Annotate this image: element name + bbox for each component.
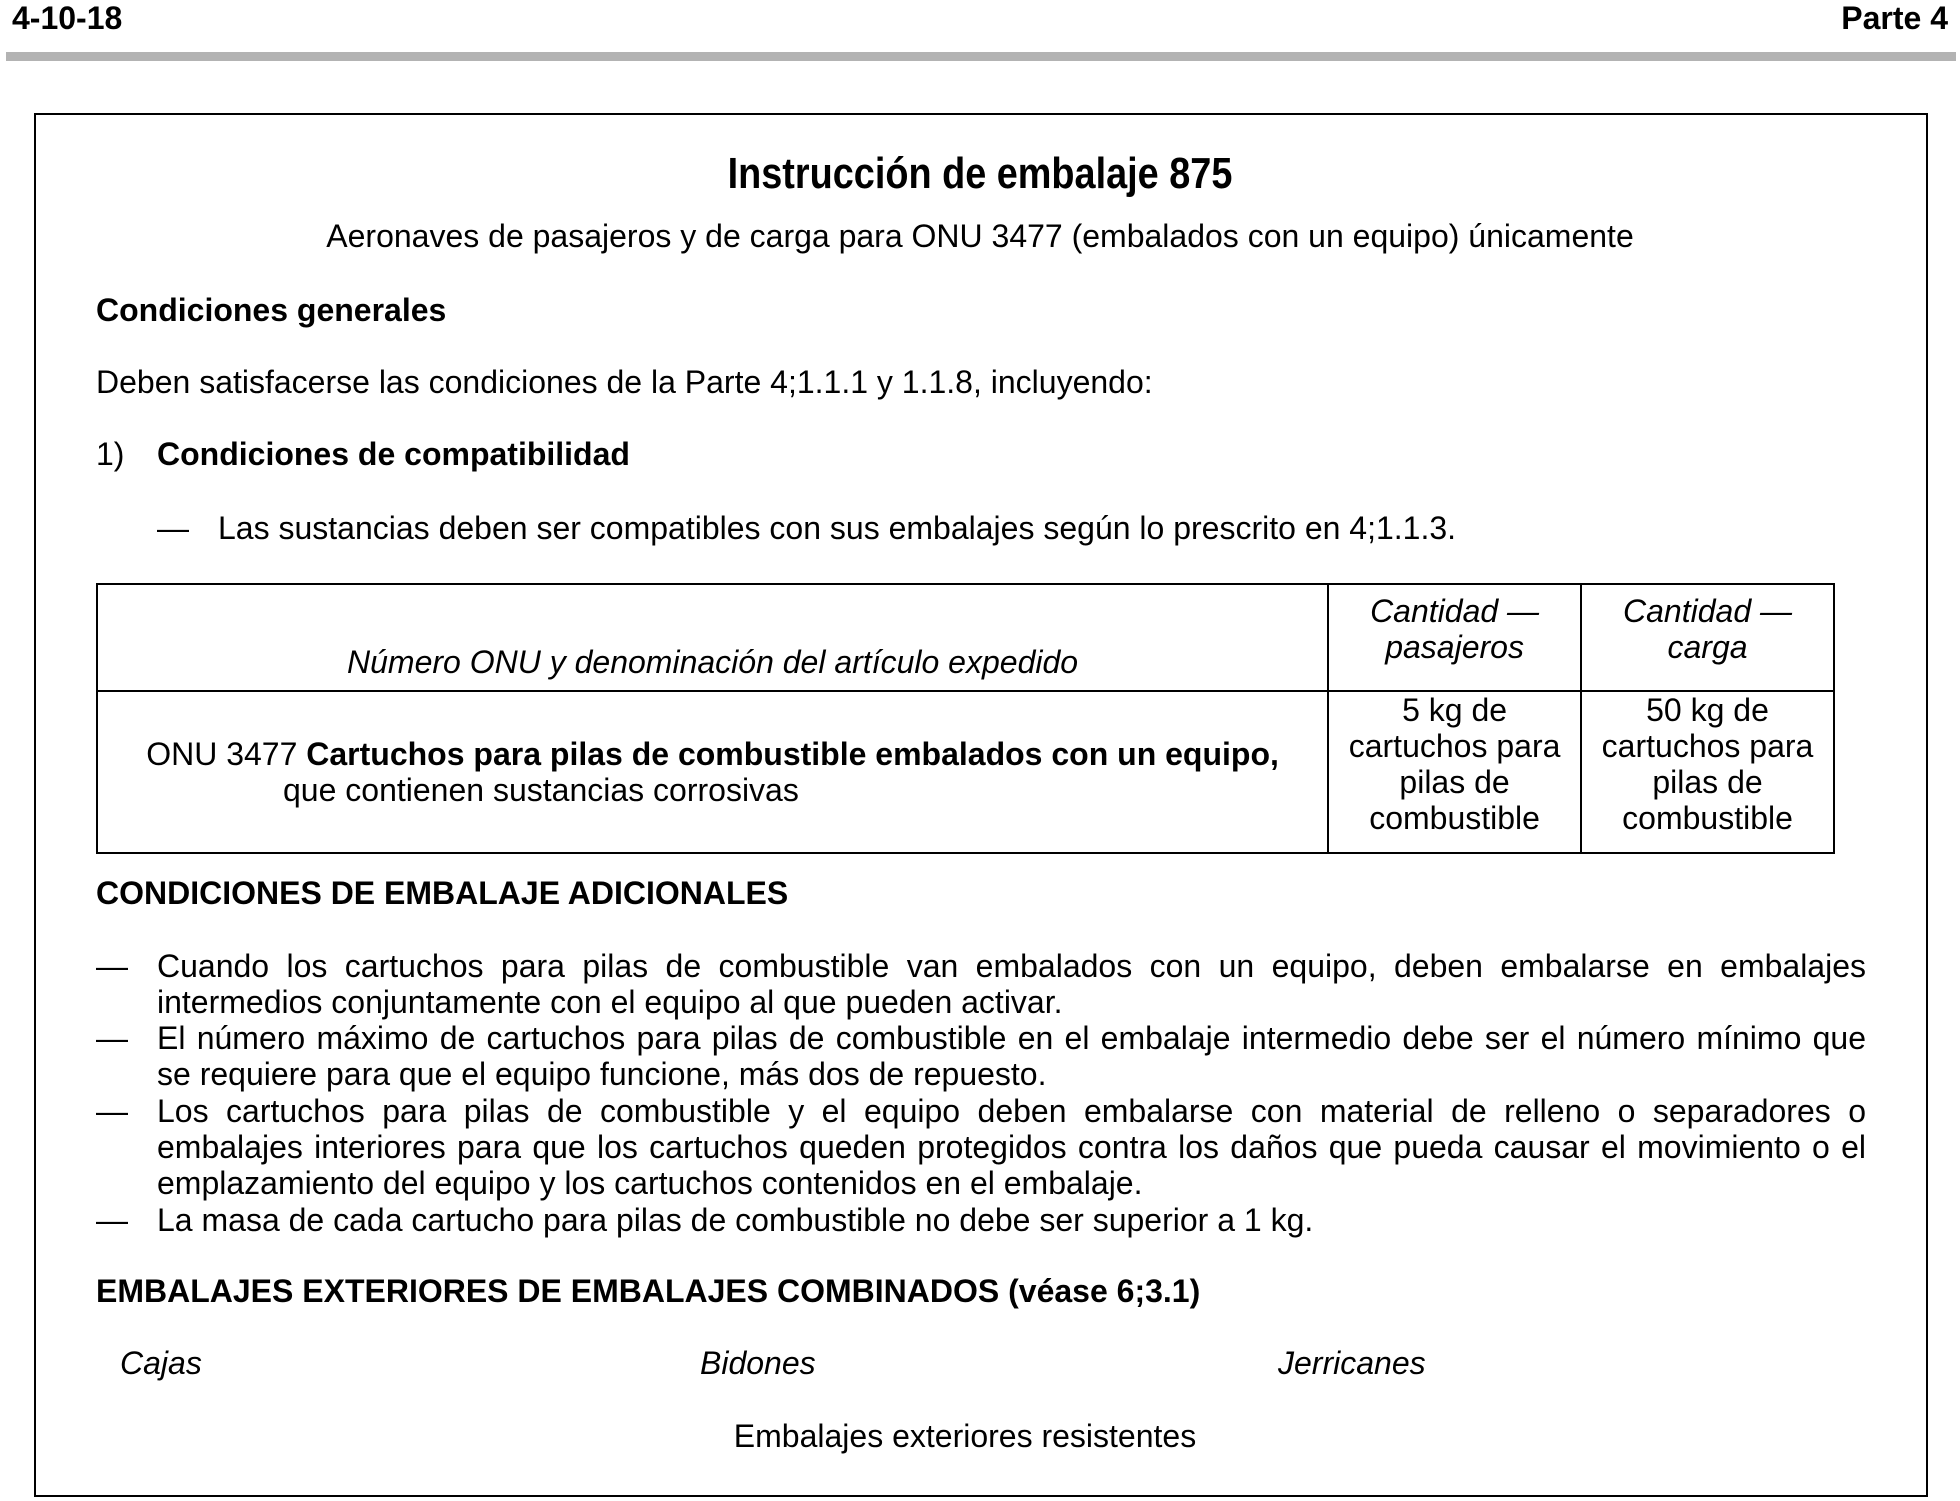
passenger-quantity-cell: 5 kg de cartuchos para pilas de combustible	[1328, 691, 1581, 853]
quantity-table	[96, 583, 1835, 854]
compatibility-text: Las sustancias deben ser compatibles con sus embalajes según lo prescrito en 4;1.1.3.	[218, 510, 1457, 546]
header-un-description: Número ONU y denominación del artículo expedido	[97, 584, 1328, 691]
table-row	[97, 691, 1834, 853]
list-dash: —	[96, 948, 128, 984]
shipping-name-rest: que contienen sustancias corrosivas	[283, 772, 799, 808]
compatibility-dash: —	[157, 510, 189, 546]
general-conditions-intro: Deben satisfacerse las condiciones de la Parte 4;1.1.1 y 1.1.8, incluyendo:	[96, 364, 1153, 400]
list-item-text: Los cartuchos para pilas de combustible y el equipo deben embalarse con material de relleno o separadores o embalajes interiores para que los cartuchos queden protegidos contra los daños que pueda causar el movimiento o el emplazamiento del equipo y los cartuchos contenidos en el embalaje.	[157, 1093, 1866, 1201]
outer-packagings-heading: EMBALAJES EXTERIORES DE EMBALAJES COMBINADOS (véase 6;3.1)	[96, 1273, 1201, 1309]
list-dash: —	[96, 1020, 128, 1056]
general-conditions-heading: Condiciones generales	[96, 292, 447, 328]
page-title: Instrucción de embalaje 875	[727, 149, 1233, 198]
un-number: ONU 3477	[146, 736, 298, 772]
page-subtitle: Aeronaves de pasajeros y de carga para ONU 3477 (embalados con un equipo) únicamente	[326, 218, 1634, 254]
table-header-row	[97, 584, 1834, 691]
list-item-text: El número máximo de cartuchos para pilas de combustible en el embalaje intermedio debe ser el número mínimo que se requiere para que el equipo funcione, más dos de repuesto.	[157, 1020, 1866, 1092]
cargo-quantity-cell: 50 kg de cartuchos para pilas de combustible	[1581, 691, 1834, 853]
column-label-boxes: Cajas	[120, 1345, 202, 1381]
header-rule	[6, 52, 1956, 61]
header-passenger-quantity: Cantidad — pasajeros	[1328, 584, 1581, 691]
list-dash: —	[96, 1093, 128, 1129]
list-item-text: La masa de cada cartucho para pilas de combustible no debe ser superior a 1 kg.	[157, 1202, 1314, 1238]
compatibility-heading: Condiciones de compatibilidad	[157, 436, 630, 472]
list-item-text: Cuando los cartuchos para pilas de combustible van embalados con un equipo, deben embalarse en embalajes intermedios conjuntamente con el equipo al que pueden activar.	[157, 948, 1866, 1020]
additional-conditions-heading: CONDICIONES DE EMBALAJE ADICIONALES	[96, 875, 789, 911]
outer-packaging-note: Embalajes exteriores resistentes	[733, 1418, 1197, 1454]
list-dash: —	[96, 1202, 128, 1238]
header-cargo-quantity: Cantidad — carga	[1581, 584, 1834, 691]
un-description-cell	[97, 691, 1328, 853]
item-number: 1)	[96, 436, 125, 472]
part-label: Parte 4	[1841, 0, 1948, 36]
column-label-jerricans: Jerricanes	[1278, 1345, 1426, 1381]
column-label-drums: Bidones	[700, 1345, 816, 1381]
proper-shipping-name: Cartuchos para pilas de combustible embalados con un equipo,	[306, 736, 1279, 772]
page-code: 4-10-18	[12, 0, 123, 36]
